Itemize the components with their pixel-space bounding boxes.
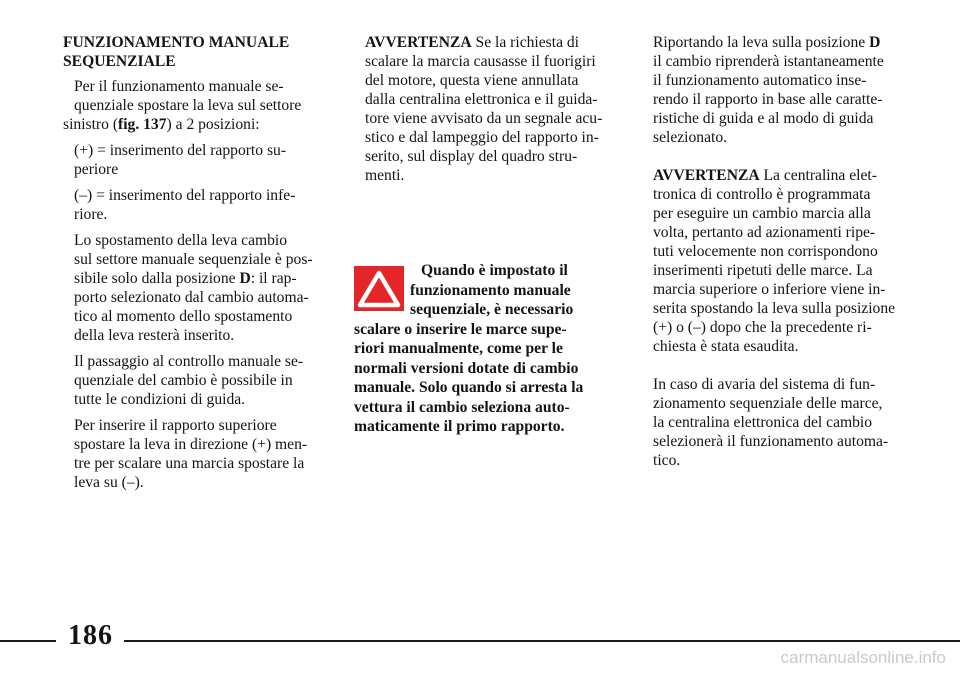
safety-warning-box [354,261,606,437]
position-label: D [239,270,251,287]
warning-paragraph [354,33,606,185]
text-line: marcia superiore o inferiore viene in- [653,281,886,298]
text-line: Quando è impostato il [421,262,568,279]
text-line: manuale. Solo quando si arresta la [354,379,584,396]
text-line: serito, sul display del quadro stru- [365,148,578,165]
text-line: spostare la leva in direzione (+) men- [74,436,308,453]
text-line: porto selezionato dal cambio automa- [74,289,309,306]
figure-reference: fig. 137 [118,116,167,133]
column-2 [354,33,606,192]
text-fragment: sibile solo dalla posizione [74,270,240,287]
text-line: riore. [74,206,108,223]
heading-line: FUNZIONAMENTO MANUALE [63,34,290,51]
text-line: volta, pertanto ad azionamenti ripe- [653,224,876,241]
paragraph-plus [63,141,319,179]
paragraph-shift-direction [63,416,319,492]
text-line: ristiche di guida e al modo di guida [653,110,874,127]
text-line: il cambio riprenderà istantaneamente [653,53,884,70]
text-line: scalare la marcia causasse il fuorigiri [365,53,596,70]
text-fragment: La centralina elet- [759,167,877,184]
text-line: Per inserire il rapporto superiore [74,417,277,434]
text-line: menti. [365,167,405,184]
watermark-text: carmanualsonline.info [780,648,946,667]
text-line: quenziale del cambio è possibile in [74,372,293,389]
page-number: 186 [68,620,113,651]
text-line: tutte le condizioni di guida. [74,391,246,408]
warning-label: AVVERTENZA [365,34,472,51]
text-line: leva su (–). [74,474,144,491]
text-line: vettura il cambio seleziona auto- [354,398,570,416]
text-line: quenziale spostare la leva sul settore [74,97,302,114]
text-line: tico al momento dello spostamento [74,308,293,325]
text-line: sul settore manuale sequenziale è pos- [74,251,313,268]
text-line: per eseguire un cambio marcia alla [653,205,871,222]
text-fragment: Se la richiesta di [471,34,580,51]
paragraph-intro [63,77,319,134]
text-fragment: ) a 2 posizioni: [166,116,260,133]
paragraph-failure [642,375,896,470]
text-line: chiesta è stata esaudita. [653,338,799,355]
text-line: selezionato. [653,129,728,146]
text-line: Per il funzionamento manuale se- [74,78,284,95]
text-line: tico. [653,452,681,469]
text-line: funzionamento manuale [410,281,571,299]
text-line: tronica di controllo è programmata [653,186,871,203]
text-line: serita spostando la leva sulla posizione [653,300,896,317]
footer-rule-left [0,640,56,642]
text-line [63,115,319,134]
paragraph-manual-control [63,352,319,409]
text-line: In caso di avaria del sistema di fun- [653,376,876,393]
text-line [642,33,896,52]
text-line: Lo spostamento della leva cambio [74,232,288,249]
text-line [642,166,896,185]
text-line: Il passaggio al controllo manuale se- [74,353,304,370]
text-line: dalla centralina elettronica e il guida- [365,91,598,108]
warning-paragraph [642,166,896,356]
text-line: tre per scalare una marcia spostare la [74,455,305,472]
text-line: il funzionamento automatico inse- [653,72,867,89]
text-line: riori manualmente, come per le [354,340,563,357]
text-line [354,33,606,52]
text-line: (+) = inserimento del rapporto su- [74,142,287,159]
text-line [63,269,319,288]
text-line: rendo il rapporto in base alle caratte- [653,91,883,108]
text-line: normali versioni dotate di cambio [354,359,579,377]
text-line: inserimenti ripetuti delle marce. La [653,262,873,279]
text-line: periore [74,161,119,178]
text-line: tuti velocemente non corrispondono [653,243,878,260]
warning-text-rest [354,320,606,437]
paragraph-lever-move [63,231,319,345]
footer-rule-right [124,640,960,642]
column-1 [63,33,319,499]
text-line: selezionerà il funzionamento automa- [653,433,889,450]
text-line: zionamento sequenziale delle marce, [653,395,883,412]
position-label: D [869,34,881,51]
warning-text-top [410,261,606,320]
text-line: sequenziale, è necessario [410,301,574,318]
text-line: stico e dal lampeggio del rapporto in- [365,129,599,146]
column-3 [642,33,896,477]
text-line: maticamente il primo rapporto. [354,418,565,435]
text-line: tore viene avvisato da un segnale acu- [365,110,603,127]
text-line: del motore, questa viene annullata [365,72,579,89]
paragraph-return-d [642,33,896,147]
warning-label: AVVERTENZA [653,167,760,184]
text-fragment: sinistro ( [63,116,119,133]
text-line: (+) o (–) dopo che la precedente ri- [653,319,872,336]
text-fragment: : il rap- [250,270,297,287]
warning-triangle-icon [354,266,404,311]
text-line: (–) = inserimento del rapporto infe- [74,187,296,204]
text-line: la centralina elettronica del cambio [653,414,873,431]
text-line: scalare o inserire le marce supe- [354,320,567,338]
paragraph-minus [63,186,319,224]
text-line: della leva resterà inserito. [74,327,235,344]
text-fragment: Riportando la leva sulla posizione [653,34,870,51]
section-heading [63,33,319,71]
heading-line: SEQUENZIALE [63,53,176,70]
